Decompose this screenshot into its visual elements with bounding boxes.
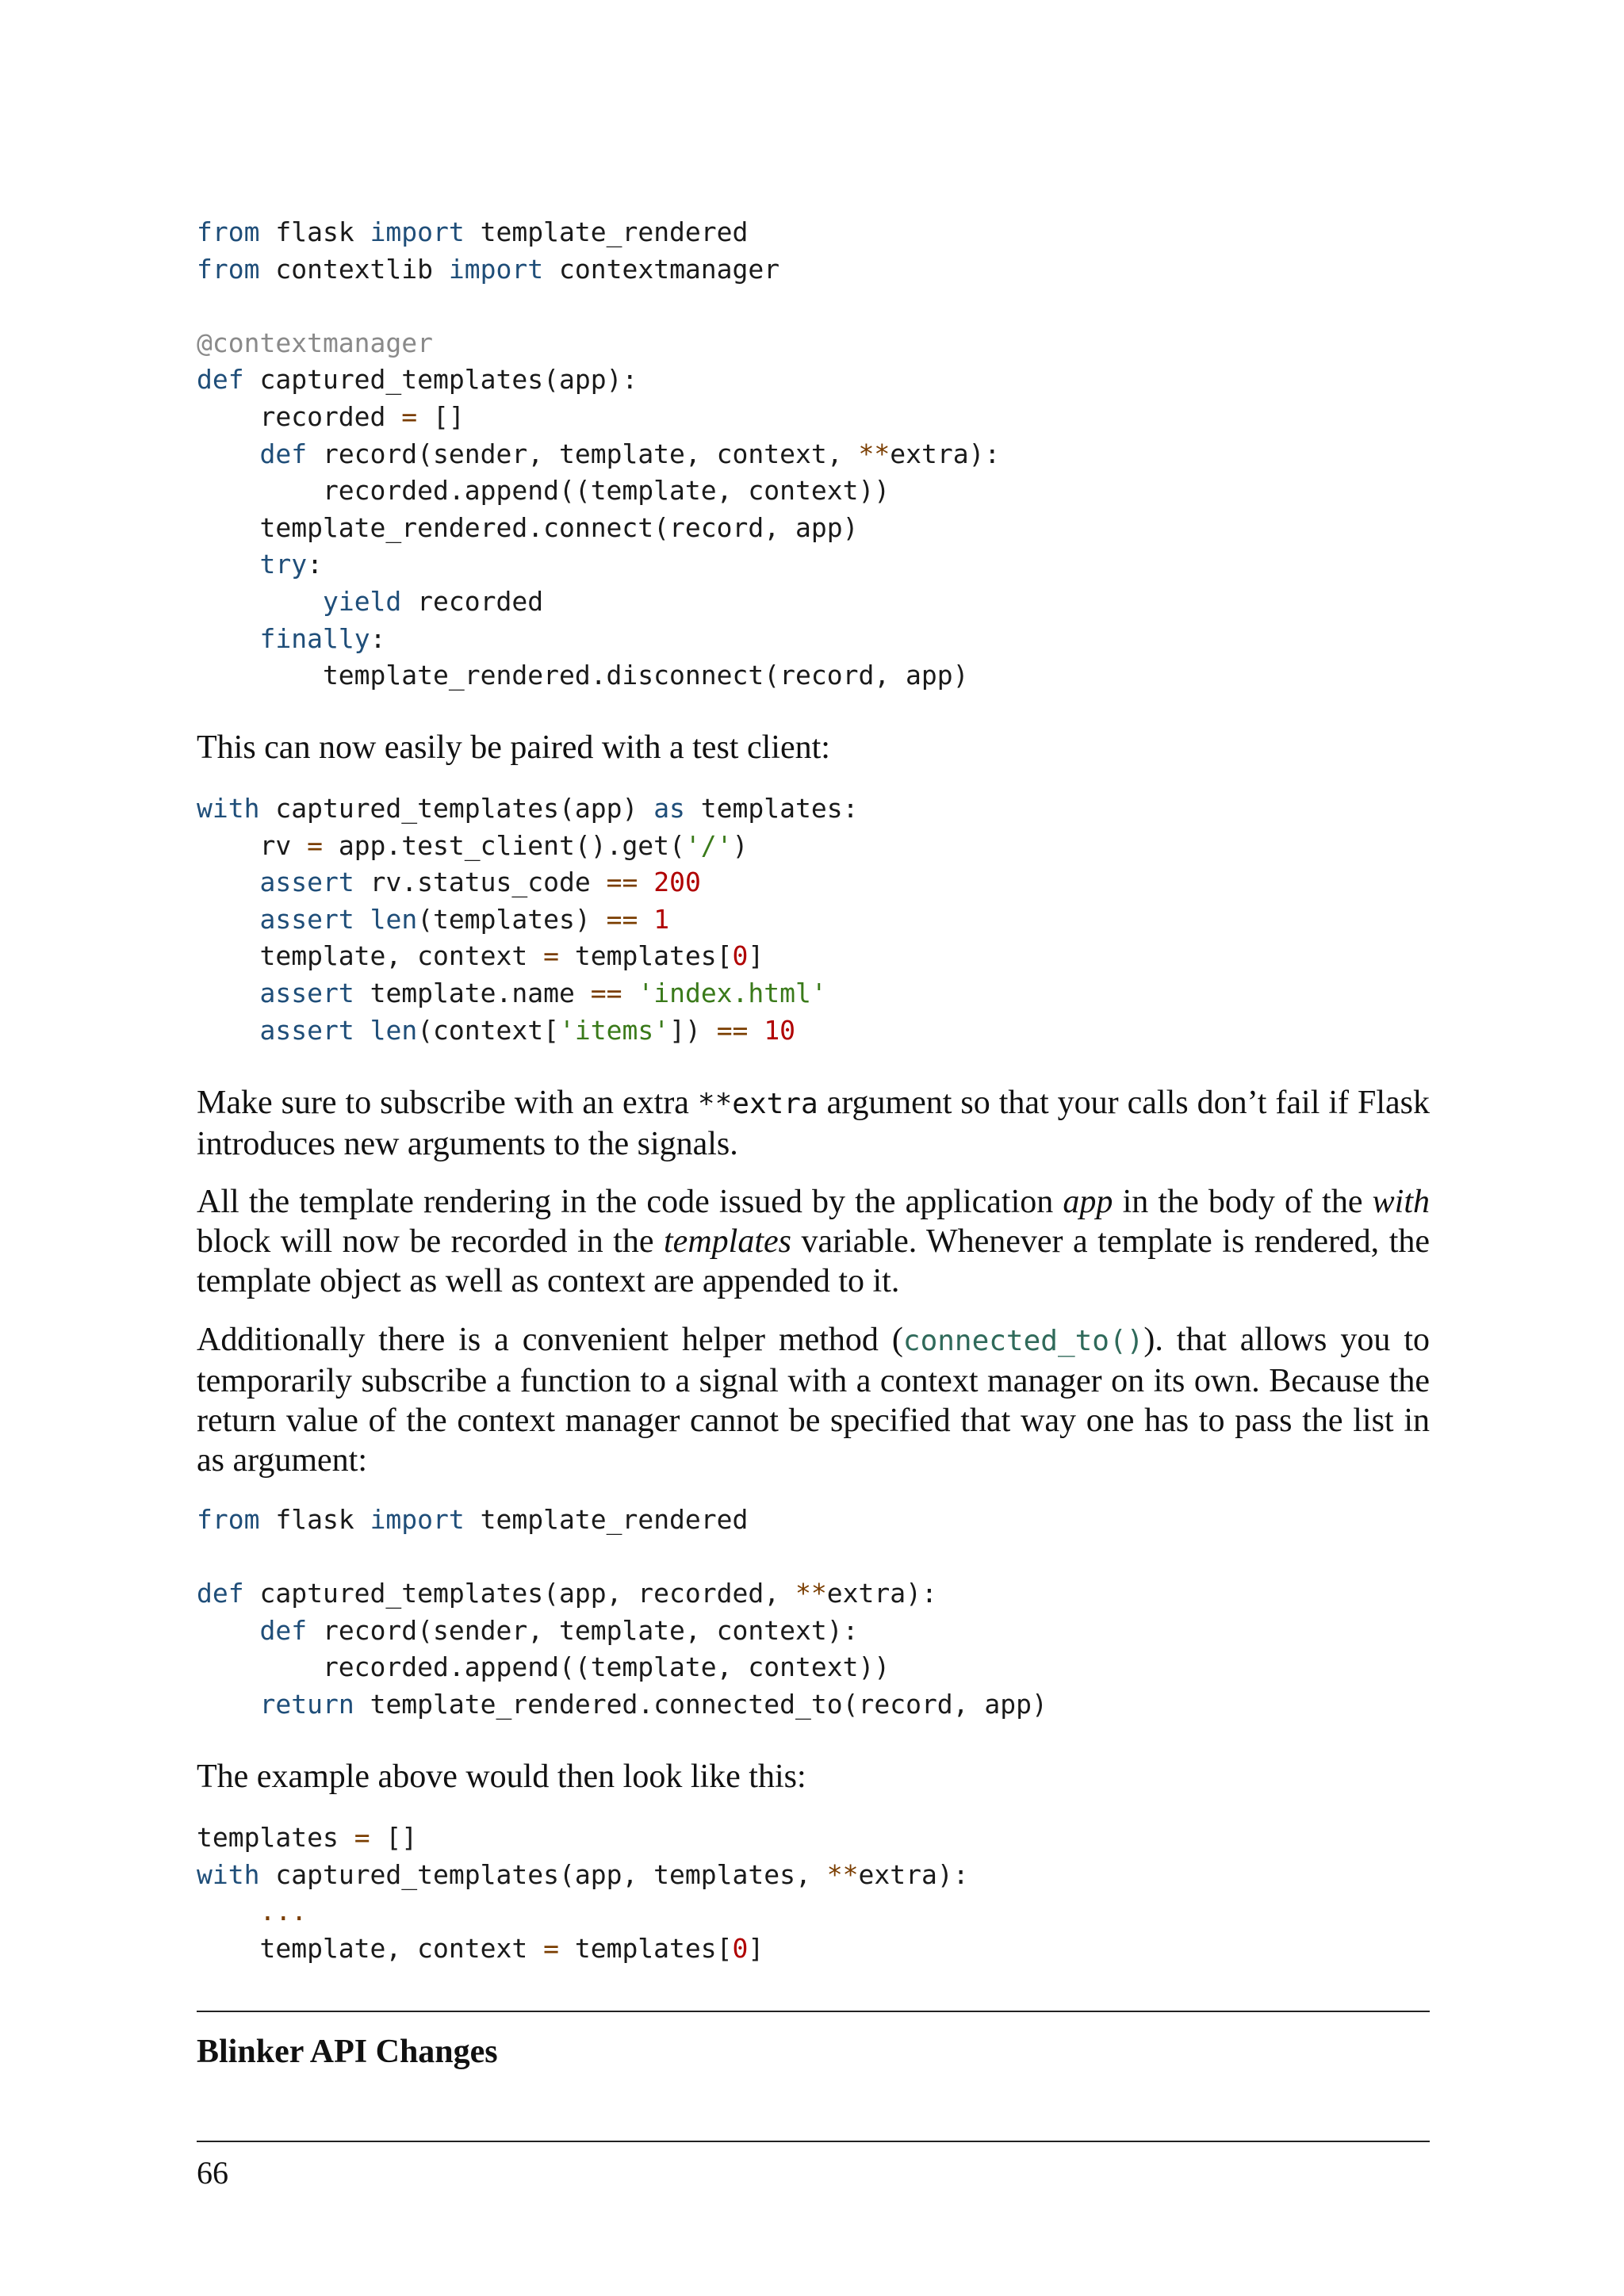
code-line: template_rendered.disconnect(record, app) [197,660,969,691]
code-line: finally: [259,622,386,654]
code-line: with captured_templates(app) as templates: [197,793,859,824]
code-line: def captured_templates(app, recorded, **extra): [197,1578,937,1609]
code-line: with captured_templates(app, templates, **extra): [197,1858,969,1890]
code-line: def record(sender, template, context): [259,1614,859,1646]
code-line: recorded.append((template, context)) [197,475,891,507]
paragraph-connected-to: Additionally there is a convenient helper method (connected_to()). that allows you to temporarily subscribe a function to a signal with a context manager on its own. Because the return value of the context manager cannot be specified that way one has to pass the list in as argument: [197,1322,1431,1479]
code-line-blank [197,288,1000,325]
code-line: template, context = templates[0] [197,940,764,972]
code-line: try: [259,549,323,580]
code-line: from flask import template_rendered [197,216,749,247]
section-heading: Blinker API Changes [197,2034,498,2070]
page-number: 66 [197,2155,228,2191]
code-line-blank [197,1539,1048,1576]
code-line: def captured_templates(app): [197,364,638,396]
code-line: assert template.name == 'index.html' [259,977,827,1008]
code-line: ... [259,1896,308,1927]
code-line: assert len(templates) == 1 [259,903,670,935]
code-line: recorded = [] [197,400,465,432]
code-line: template_rendered.connect(record, app) [197,511,859,543]
code-line: from flask import template_rendered [197,1504,749,1535]
code-line: return template_rendered.connected_to(record, app) [259,1688,1048,1720]
code-line: yield recorded [322,585,544,617]
paragraph-test-client: This can now easily be paired with a test client: [197,729,830,766]
code-line: rv = app.test_client().get('/') [197,829,749,861]
code-line: recorded.append((template, context)) [197,1651,891,1683]
paragraph-template-rendering: All the template rendering in the code issued by the application app in the body of the with block will now be recorded in the templates variable. Whenever a template is rendered, the template object as well as context are appended to it. [197,1184,1431,1299]
code-line: from contextlib import contextmanager [197,253,780,285]
code-line: assert rv.status_code == 200 [259,867,701,898]
paragraph-extra-argument: Make sure to subscribe with an extra **extra argument so that your calls don’t fail if Flask introduces new arguments to the signals. [197,1085,1430,1162]
code-line: assert len(context['items']) == 10 [259,1014,796,1046]
code-line: @contextmanager [197,327,434,358]
code-block-test-client [197,790,858,1049]
footer-divider [197,2141,1430,2142]
code-line: templates = [] [197,1822,418,1853]
code-block-captured-templates [197,214,1000,695]
code-line: template, context = templates[0] [197,1932,764,1964]
code-block-example [197,1820,969,1967]
paragraph-example-above: The example above would then look like this: [197,1758,806,1795]
code-line: def record(sender, template, context, **extra): [259,438,1001,469]
code-block-connected-to [197,1502,1048,1724]
connected-to-link[interactable]: connected_to() [902,1325,1144,1357]
document-page [197,0,1430,2296]
section-divider [197,2011,1430,2012]
